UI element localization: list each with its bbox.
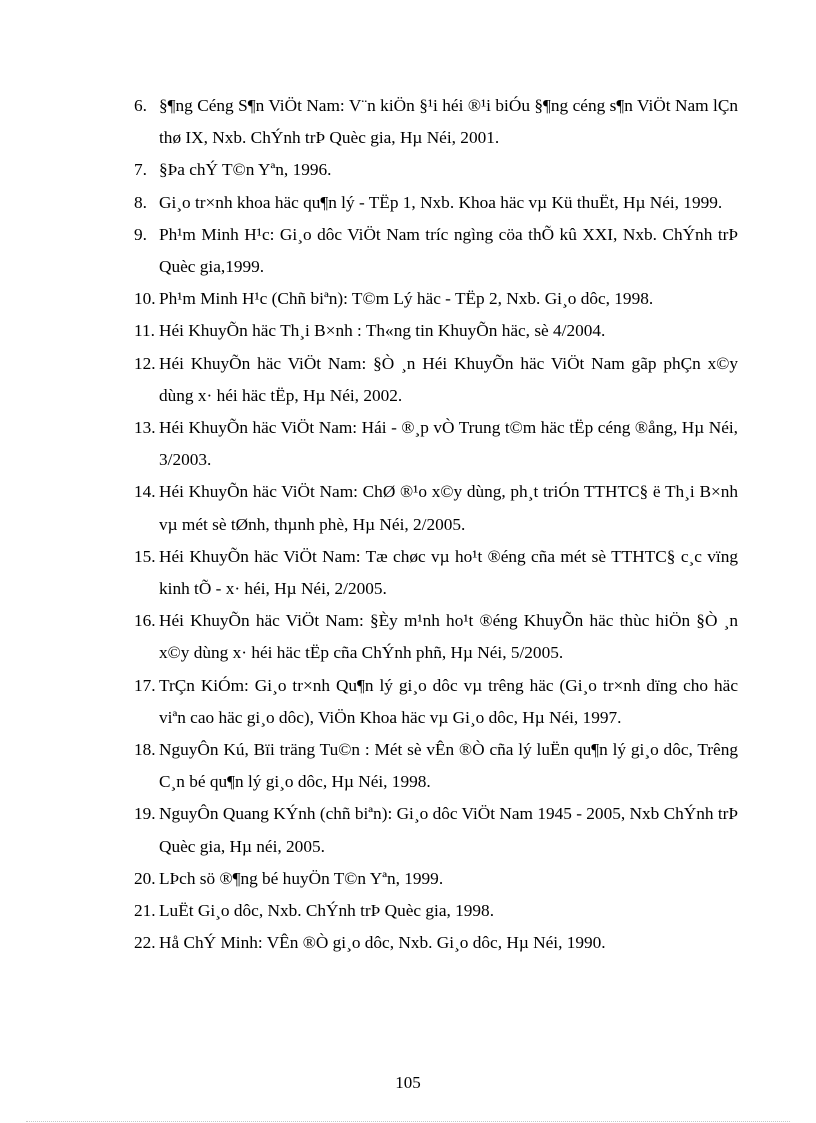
reference-number: 7. — [134, 160, 147, 180]
reference-item — [134, 154, 738, 186]
reference-number: 6. — [134, 96, 147, 115]
reference-item — [134, 412, 738, 476]
reference-item — [134, 670, 738, 734]
reference-number: 19. — [134, 804, 156, 824]
reference-number: 17. — [134, 675, 156, 695]
reference-text: TrÇn KiÓm: Gi¸o tr×nh Qu¶n lý gi¸o dôc vµ trêng häc (Gi¸o tr×nh dïng cho häc viªn cao häc gi¸o dôc), ViÖn Khoa häc vµ Gi¸o dôc, Hµ Néi, 1997. — [159, 675, 738, 727]
reference-item — [134, 895, 738, 927]
reference-text: Héi KhuyÕn häc Th¸i B×nh : Th«ng tin KhuyÕn häc, sè 4/2004. — [159, 321, 606, 341]
reference-item — [134, 219, 738, 283]
reference-text: Ph¹m Minh H¹c (Chñ biªn): T©m Lý häc - TËp 2, Nxb. Gi¸o dôc, 1998. — [159, 289, 654, 309]
reference-text: NguyÔn Kú, Bïi träng Tu©n : Mét sè vÊn ®Ò cña lý luËn qu¶n lý gi¸o dôc, Trêng C¸n bé qu¶n lý gi¸o dôc, Hµ Néi, 1998. — [159, 740, 738, 792]
reference-text: Héi KhuyÕn häc ViÖt Nam: ChØ ®¹o x©y dùng, ph¸t triÓn TTHTC§ ë Th¸i B×nh vµ mét sè tØnh, thµnh phè, Hµ Néi, 2/2005. — [159, 482, 738, 534]
reference-number: 9. — [134, 224, 147, 244]
reference-item — [134, 541, 738, 605]
reference-text: LuËt Gi¸o dôc, Nxb. ChÝnh trÞ Quèc gia, 1998. — [159, 901, 495, 921]
reference-text: §¶ng Céng S¶n ViÖt Nam: V¨n kiÖn §¹i héi ®¹i biÓu §¶ng céng s¶n ViÖt Nam lÇn thø IX, Nxb. ChÝnh trÞ Quèc gia, Hµ Néi, 2001. — [159, 96, 738, 148]
page-number: 105 — [395, 1073, 421, 1092]
reference-item — [134, 187, 738, 219]
reference-number: 18. — [134, 740, 156, 760]
reference-number: 10. — [134, 289, 156, 309]
reference-text: Héi KhuyÕn häc ViÖt Nam: §Èy m¹nh ho¹t ®éng KhuyÕn häc thùc hiÖn §Ò ¸n x©y dùng x· héi häc tËp cña ChÝnh phñ, Hµ Néi, 5/2005. — [159, 611, 738, 663]
reference-item — [134, 283, 738, 315]
reference-item — [134, 798, 738, 862]
reference-text: Ph¹m Minh H¹c: Gi¸o dôc ViÖt Nam tríc ngìng cöa thÕ kû XXI, Nxb. ChÝnh trÞ Quèc gia,1999. — [159, 224, 738, 277]
reference-number: 14. — [134, 482, 156, 502]
reference-number: 20. — [134, 868, 156, 888]
reference-number: 21. — [134, 901, 156, 921]
reference-number: 12. — [134, 353, 156, 373]
reference-item — [134, 734, 738, 798]
reference-text: Héi KhuyÕn häc ViÖt Nam: Hái - ®¸p vÒ Trung t©m häc tËp céng ®ång, Hµ Néi, 3/2003. — [159, 418, 738, 470]
reference-text: Héi KhuyÕn häc ViÖt Nam: §Ò ¸n Héi KhuyÕn häc ViÖt Nam gãp phÇn x©y dùng x· héi häc tËp, Hµ Néi, 2002. — [159, 353, 738, 405]
reference-text: §Þa chÝ T©n Yªn, 1996. — [159, 160, 332, 180]
reference-text: Héi KhuyÕn häc ViÖt Nam: Tæ chøc vµ ho¹t ®éng cña mét sè TTHTC§ c¸c vïng kinh tÕ - x· héi, Hµ Néi, 2/2005. — [159, 546, 738, 599]
reference-item — [134, 348, 738, 412]
reference-number: 11. — [134, 321, 155, 341]
reference-number: 22. — [134, 933, 156, 953]
reference-number: 15. — [134, 546, 156, 566]
reference-item — [134, 927, 738, 959]
reference-text: LÞch sö ®¶ng bé huyÖn T©n Yªn, 1999. — [159, 868, 444, 888]
reference-item — [134, 863, 738, 895]
reference-text: Hå ChÝ Minh: VÊn ®Ò gi¸o dôc, Nxb. Gi¸o dôc, Hµ Néi, 1990. — [159, 933, 606, 953]
reference-item — [134, 90, 738, 154]
reference-item — [134, 605, 738, 669]
reference-number: 13. — [134, 418, 156, 438]
reference-text: NguyÔn Quang KÝnh (chñ biªn): Gi¸o dôc ViÖt Nam 1945 - 2005, Nxb ChÝnh trÞ Quèc gia, Hµ néi, 2005. — [159, 804, 738, 856]
reference-text: Gi¸o tr×nh khoa häc qu¶n lý - TËp 1, Nxb. Khoa häc vµ Kü thuËt, Hµ Néi, 1999. — [159, 192, 723, 212]
reference-item — [134, 476, 738, 540]
reference-item — [134, 315, 738, 347]
reference-number: 8. — [134, 192, 147, 212]
page-bottom-divider — [26, 1121, 790, 1122]
reference-list — [134, 90, 738, 959]
reference-number: 16. — [134, 611, 156, 631]
